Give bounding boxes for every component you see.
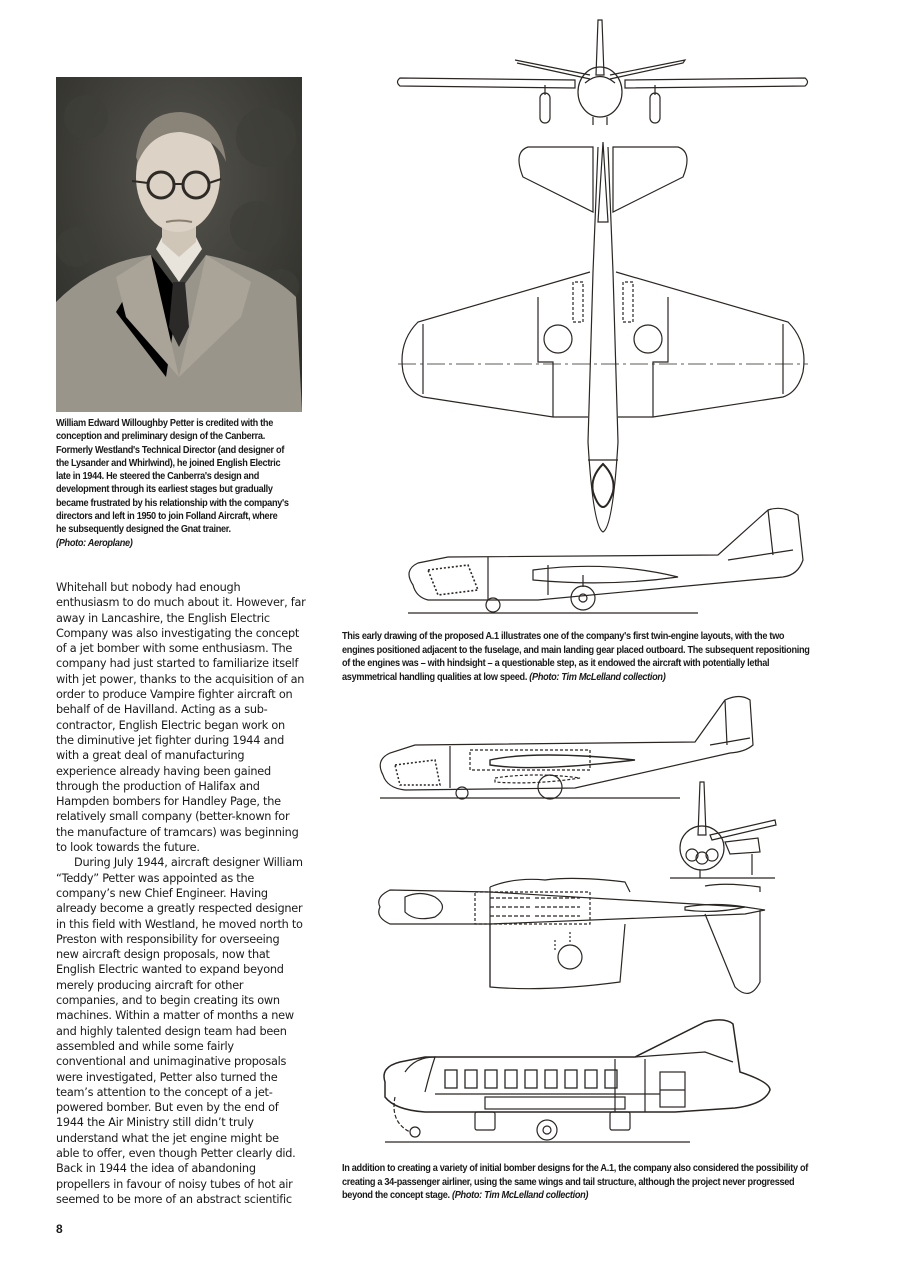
text-line: new aircraft design proposals, now that	[56, 948, 270, 962]
body-text	[56, 580, 306, 1207]
photo-credit: (Photo: Tim McLelland collection)	[452, 1190, 589, 1201]
text-line: Back in 1944 the idea of abandoning	[56, 1162, 256, 1176]
text-line: machines. Within a matter of months a new	[56, 1009, 294, 1023]
text-line: 1944 the Air Ministry still didn’t truly	[56, 1116, 254, 1130]
text-line: with jet power, thanks to the acquisition of an	[56, 672, 305, 686]
a1-front-view-drawing	[395, 15, 815, 130]
text-line: seemed to be more of an abstract scientific	[56, 1192, 292, 1206]
caption-line: This early drawing of the proposed A.1 illustrates one of the company's first twin-engine layouts, with the two	[342, 631, 785, 642]
a1-plan-view-drawing	[398, 142, 808, 537]
paragraph-1	[56, 580, 306, 855]
text-line: enthusiasm to do much about it. However, far	[56, 596, 306, 610]
photo-credit: (Photo: Aeroplane)	[56, 537, 133, 549]
caption-line: he subsequently designed the Gnat trainer.	[56, 524, 231, 536]
caption-line: became frustrated by his relationship with the company's	[56, 497, 289, 509]
text-line: in this field with Westland, he moved north to	[56, 917, 303, 931]
text-line: contractor, English Electric began work on	[56, 718, 285, 732]
portrait-photo	[56, 77, 302, 412]
text-line: able to offer, even though Petter clearly did.	[56, 1146, 296, 1160]
text-line: company had just started to familiarize itself	[56, 657, 299, 671]
text-line: Hampden bombers for Handley Page, the	[56, 795, 281, 809]
text-line: order to produce Vampire fighter aircraft on	[56, 688, 293, 702]
caption-line: engines positioned adjacent to the fuselage, and main landing gear placed outboard. The subsequent repositioning	[342, 644, 810, 656]
a1-side-view-drawing	[398, 505, 810, 617]
text-line: “Teddy” Petter was appointed as the	[56, 871, 255, 885]
airliner-drawing-caption	[342, 1162, 828, 1203]
caption-line: late in 1944. He steered the Canberra's design and	[56, 471, 260, 483]
text-line: behalf of de Havilland. Acting as a sub-	[56, 703, 268, 717]
text-line: the manufacture of tramcars) was beginning	[56, 825, 299, 839]
text-line: away in Lancashire, the English Electric	[56, 611, 270, 625]
text-line: assembled and while some fairly	[56, 1039, 234, 1053]
text-line: the diminutive jet fighter during 1944 and	[56, 733, 284, 747]
a1-drawing-caption	[342, 630, 828, 684]
caption-line: creating a 34-passenger airliner, using the same wings and tail structure, although the project never progressed	[342, 1176, 795, 1188]
portrait-illustration	[56, 77, 302, 412]
text-line: understand what the jet engine might be	[56, 1131, 279, 1145]
caption-line: asymmetrical handling qualities at low speed.	[342, 671, 528, 683]
caption-line: directors and left in 1950 to join Folland Aircraft, where	[56, 511, 278, 523]
text-line: to look towards the future.	[56, 841, 200, 855]
text-line: already become a greatly respected designer	[56, 902, 303, 916]
text-line: Whitehall but nobody had enough	[56, 581, 241, 594]
bomber-plan-view-drawing	[375, 862, 775, 997]
caption-line: of the engines was – with hindsight – a questionable step, as it endowed the aircraft with potentially lethal	[342, 658, 770, 669]
text-line: relatively small company (better-known for	[56, 810, 290, 824]
text-line: During July 1944, aircraft designer William	[74, 856, 303, 870]
text-line: company’s new Chief Engineer. Having	[56, 886, 268, 900]
text-line: and highly talented design team had been	[56, 1024, 287, 1038]
text-line: merely producing aircraft for other	[56, 978, 244, 992]
text-line: English Electric wanted to expand beyond	[56, 963, 284, 977]
text-line: conventional and unimaginative proposals	[56, 1055, 287, 1069]
text-line: through the production of Halifax and	[56, 779, 260, 793]
text-line: Preston with responsibility for overseeing	[56, 932, 280, 946]
text-line: Company was also investigating the concept	[56, 626, 300, 640]
portrait-caption	[56, 417, 306, 550]
text-line: experience already having been gained	[56, 764, 271, 778]
text-line: companies, and to begin creating its own	[56, 994, 280, 1008]
caption-line: Formerly Westland's Technical Director (and designer of	[56, 444, 285, 456]
text-line: powered bomber. But even by the end of	[56, 1101, 279, 1115]
page-number: 8	[56, 1222, 63, 1236]
caption-line: development through its earliest stages but gradually	[56, 484, 273, 496]
airliner-side-view-drawing	[375, 1012, 775, 1147]
caption-line: beyond the concept stage.	[342, 1190, 450, 1201]
photo-credit: (Photo: Tim McLelland collection)	[529, 671, 666, 683]
text-line: of a jet bomber with some enthusiasm. The	[56, 642, 293, 656]
text-line: propellers in favour of noisy tubes of hot air	[56, 1177, 293, 1191]
text-line: team’s attention to the concept of a jet-	[56, 1085, 273, 1099]
caption-line: conception and preliminary design of the Canberra.	[56, 431, 265, 443]
caption-line: William Edward Willoughby Petter is credited with the	[56, 418, 273, 429]
caption-line: the Lysander and Whirlwind), he joined English Electric	[56, 457, 281, 469]
text-line: were investigated, Petter also turned the	[56, 1070, 278, 1084]
caption-line: In addition to creating a variety of initial bomber designs for the A.1, the company also considered the possibility of	[342, 1163, 809, 1174]
paragraph-2	[56, 855, 306, 1207]
text-line: with a great deal of manufacturing	[56, 749, 245, 763]
